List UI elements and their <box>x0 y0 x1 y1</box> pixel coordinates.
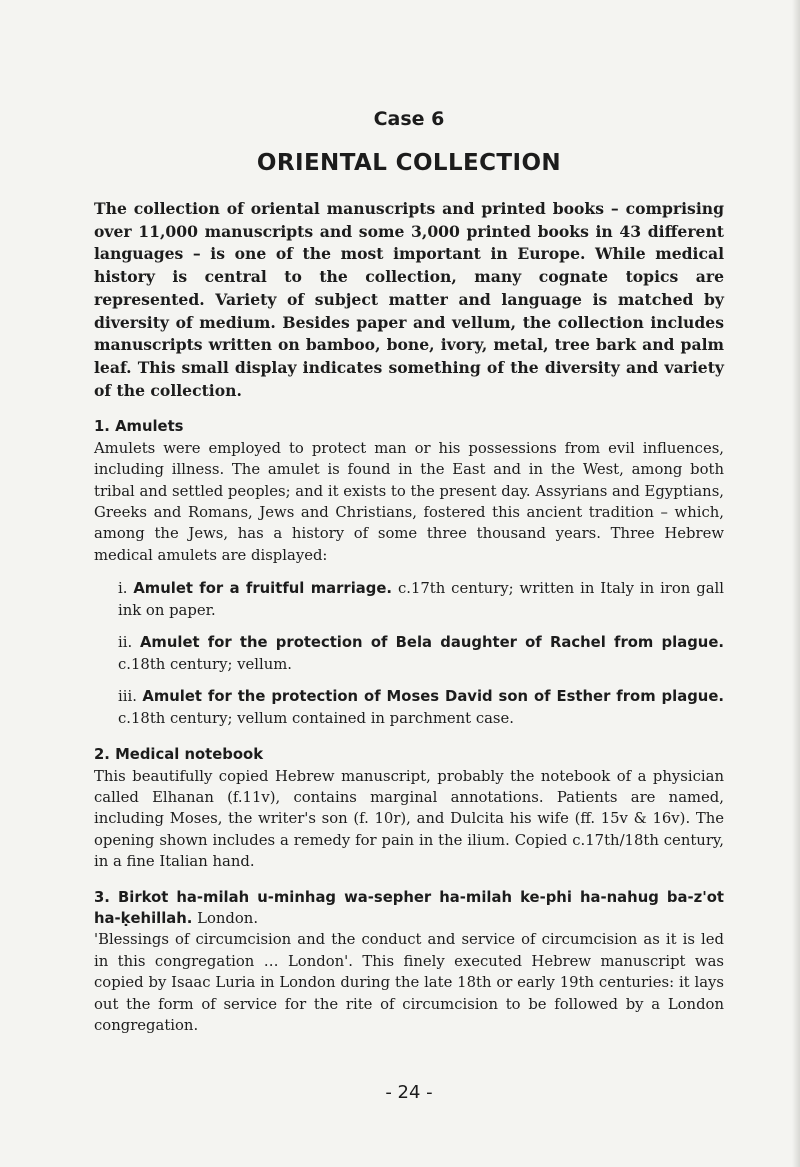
section-heading: 1. Amulets <box>94 418 184 436</box>
section-text: 'Blessings of circumcision and the conduct and service of circumcision as it is led in this congregation … London'. This finely executed Hebrew manuscript was copied by Isaac Luria in London during the late 18th or early 19th centuries: it lays out the form of service for the rite of circumcision to be followed by a London congregation. <box>94 931 724 1035</box>
page-number: - 24 - <box>385 1082 433 1103</box>
list-item <box>118 686 724 730</box>
section-text: This beautifully copied Hebrew manuscript, probably the notebook of a physician called Elhanan (f.11v), contains marginal annotations. Patients are named, including Moses, the writer's son (f. 10r), and Dulcita his wife (ff. 15v & 16v). The opening shown includes a remedy for pain in the ilium. Copied c.17th/18th century, in a fine Italian hand. <box>94 767 724 871</box>
item-title: Amulet for a fruitful marriage. <box>133 580 393 598</box>
section-place: London. <box>197 910 259 928</box>
section-heading-line <box>94 887 724 930</box>
item-detail: c.17th century; written in Italy in iron gall ink on paper. <box>118 580 724 620</box>
list-item <box>118 578 724 622</box>
section-heading: 2. Medical notebook <box>94 746 264 764</box>
item-numeral: iii. <box>118 688 137 706</box>
section-notebook <box>94 744 724 872</box>
section-amulets <box>94 416 724 730</box>
amulet-list <box>118 578 724 730</box>
item-detail: c.18th century; vellum. <box>118 656 293 674</box>
page-edge-shadow <box>792 0 800 1167</box>
list-item <box>118 632 724 676</box>
section-text: Amulets were employed to protect man or his possessions from evil influences, including illness. The amulet is found in the East and in the West, among both tribal and settled peoples; and it exists to the present day. Assyrians and Egyptians, Greeks and Romans, Jews and Christians, fostered this ancient tradition – which, among the Jews, has a history of some three thousand years. Three Hebrew medical amulets are displayed: <box>94 439 724 564</box>
case-heading: Case 6 <box>373 108 445 130</box>
intro-paragraph: The collection of oriental manuscripts and printed books – comprising over 11,000 manuscripts and some 3,000 printed books in 43 different languages – is one of the most important in Europe. While medical history is central to the collection, many cognate topics are represented. Variety of subject matter and language is matched by diversity of medium. Besides paper and vellum, the collection includes manuscripts written on bamboo, bone, ivory, metal, tree bark and palm leaf. This small display indicates something of the diversity and variety of the collection. <box>94 199 724 400</box>
item-title: Amulet for the protection of Moses David son of Esther from plague. <box>142 688 724 706</box>
item-numeral: i. <box>118 580 128 598</box>
section-birkot <box>94 887 724 1037</box>
item-title: Amulet for the protection of Bela daughter of Rachel from plague. <box>139 634 724 652</box>
section-heading: 3. Birkot ha-milah u-minhag wa-sepher ha-milah ke-phi ha-nahug ba-z'ot ha-ḳehillah. <box>94 888 724 928</box>
item-detail: c.18th century; vellum contained in parchment case. <box>118 710 514 728</box>
collection-title: ORIENTAL COLLECTION <box>256 150 562 176</box>
body-text <box>94 198 724 1050</box>
item-numeral: ii. <box>118 634 133 652</box>
